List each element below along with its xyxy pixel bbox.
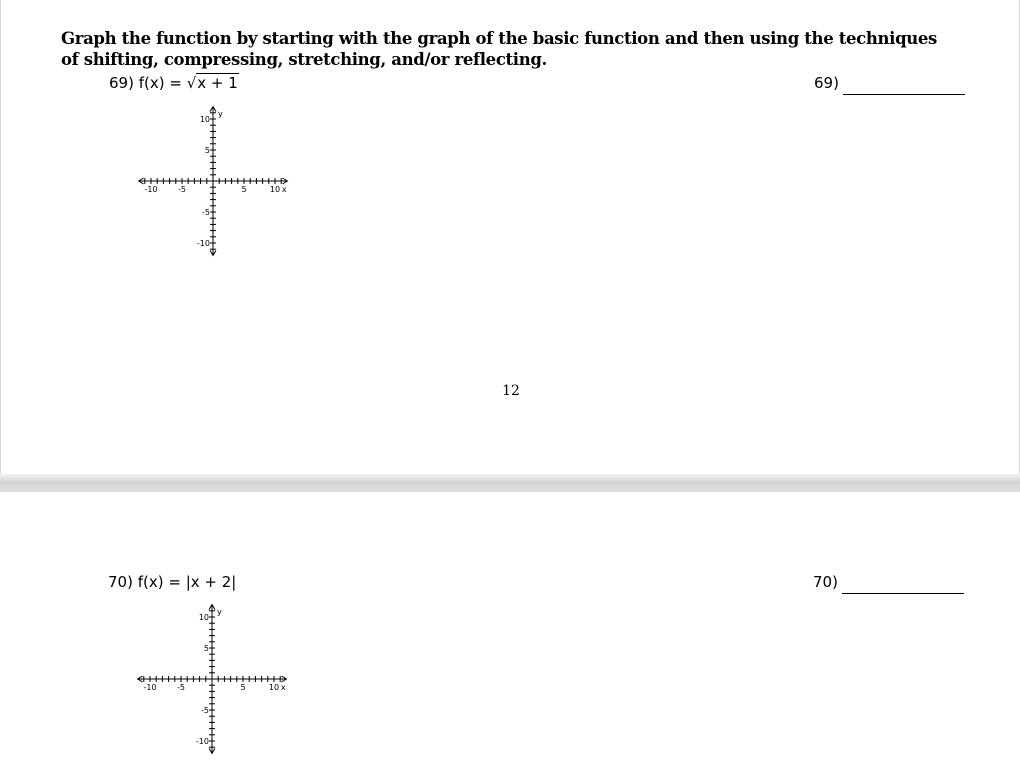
- abs-bar-right: |: [231, 573, 237, 591]
- problem-70-equation: [108, 573, 236, 591]
- answer-69-blank[interactable]: [843, 94, 965, 95]
- worksheet-page-2: [0, 492, 1020, 776]
- y-tick-label: -10: [195, 737, 209, 746]
- x-tick-label: 10: [269, 185, 281, 194]
- instructions-text: Graph the function by starting with the graph of the basic function and then using the techniques of shifting, compressing, stretching, and/or reflecting.: [61, 29, 937, 69]
- x-tick-label: 5: [240, 683, 246, 692]
- y-axis-label: y: [217, 607, 222, 617]
- answer-69-label: 69): [814, 74, 839, 92]
- x-axis-label: x: [280, 683, 286, 692]
- problem-69-radicand: x + 1: [197, 74, 238, 92]
- x-tick-label: -5: [177, 683, 185, 692]
- y-tick-label: -5: [202, 208, 210, 217]
- y-tick-label: 10: [198, 613, 209, 622]
- y-tick-label: 10: [199, 115, 210, 124]
- x-tick-label: 5: [241, 185, 247, 194]
- page-separator: [0, 474, 1020, 492]
- answer-70-blank[interactable]: [842, 593, 964, 594]
- abs-bar-left: |: [185, 573, 191, 591]
- axes-lines: [138, 605, 287, 754]
- coordinate-grid-70[interactable]: [128, 596, 308, 766]
- problem-70-expression: x + 2: [190, 573, 232, 591]
- x-tick-label: -10: [144, 185, 158, 194]
- y-tick-label: -10: [196, 239, 210, 248]
- x-tick-label: -5: [178, 185, 186, 194]
- coordinate-grid-69[interactable]: [129, 98, 309, 268]
- problem-70-label: 70) f(x) =: [108, 573, 186, 591]
- radical-sign: √: [186, 74, 197, 92]
- x-tick-label: -10: [143, 683, 157, 692]
- x-tick-label: 10: [268, 683, 280, 692]
- y-tick-label: -5: [201, 706, 209, 715]
- axes-lines: [139, 107, 288, 256]
- y-tick-label: 5: [204, 146, 210, 155]
- y-tick-label: 5: [203, 644, 209, 653]
- problem-69-label: 69) f(x) =: [109, 74, 187, 92]
- x-axis-label: x: [281, 185, 287, 194]
- y-axis-label: y: [218, 109, 223, 119]
- page-number: 12: [502, 383, 520, 399]
- problem-69-equation: [109, 74, 239, 92]
- answer-70-label: 70): [813, 573, 838, 591]
